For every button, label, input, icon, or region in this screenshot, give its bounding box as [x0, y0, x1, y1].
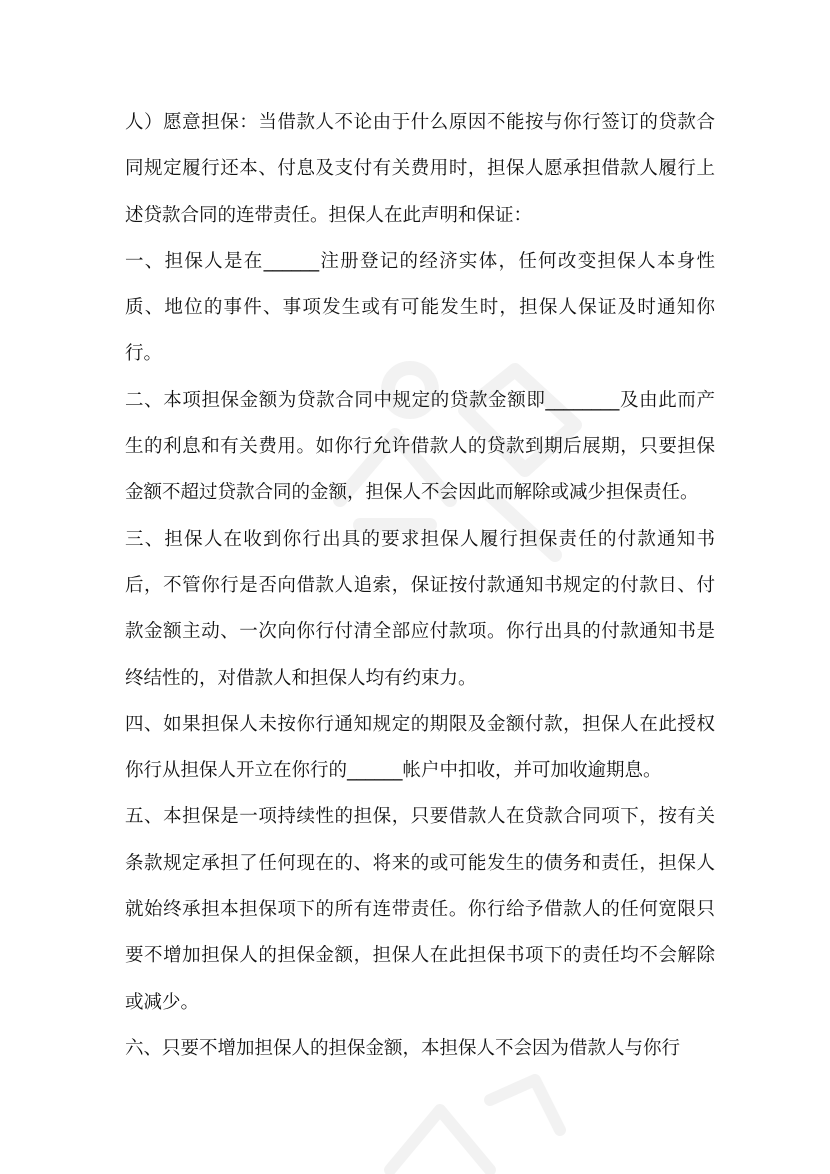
paragraph-intro: 人）愿意担保：当借款人不论由于什么原因不能按与你行签订的贷款合同规定履行还本、付息及支付有关费用时，担保人愿承担借款人履行上述贷款合同的连带责任。担保人在此声明和保证： [125, 112, 715, 226]
document-body [125, 100, 715, 1072]
watermark-icon [370, 1070, 570, 1174]
paragraph-clause-2: 二、本项担保金额为贷款合同中规定的贷款金额即________及由此而产生的利息和有关费用。如你行允许借款人的贷款到期后展期，只要担保金额不超过贷款合同的金额，担保人不会因此而解除或减少担保责任。 [125, 389, 715, 504]
paragraph-clause-4: 四、如果担保人未按你行通知规定的期限及金额付款，担保人在此授权你行从担保人开立在你行的______帐户中扣收，并可加收逾期息。 [125, 713, 715, 782]
paragraph-clause-1: 一、担保人是在______注册登记的经济实体，任何改变担保人本身性质、地位的事件、事项发生或有可能发生时，担保人保证及时通知你行。 [125, 250, 715, 365]
paragraph-clause-5: 五、本担保是一项持续性的担保，只要借款人在贷款合同项下，按有关条款规定承担了任何现在的、将来的或可能发生的债务和责任，担保人就始终承担本担保项下的所有连带责任。你行给予借款人的任何宽限只要不增加担保人的担保金额，担保人在此担保书项下的责任均不会解除或减少。 [125, 806, 715, 1013]
paragraph-clause-6: 六、只要不增加担保人的担保金额，本担保人不会因为借款人与你行 [125, 1037, 681, 1059]
paragraph-clause-3: 三、担保人在收到你行出具的要求担保人履行担保责任的付款通知书后，不管你行是否向借款人追索，保证按付款通知书规定的付款日、付款金额主动、一次向你行付清全部应付款项。你行出具的付款通知书是终结性的，对借款人和担保人均有约束力。 [125, 528, 715, 689]
